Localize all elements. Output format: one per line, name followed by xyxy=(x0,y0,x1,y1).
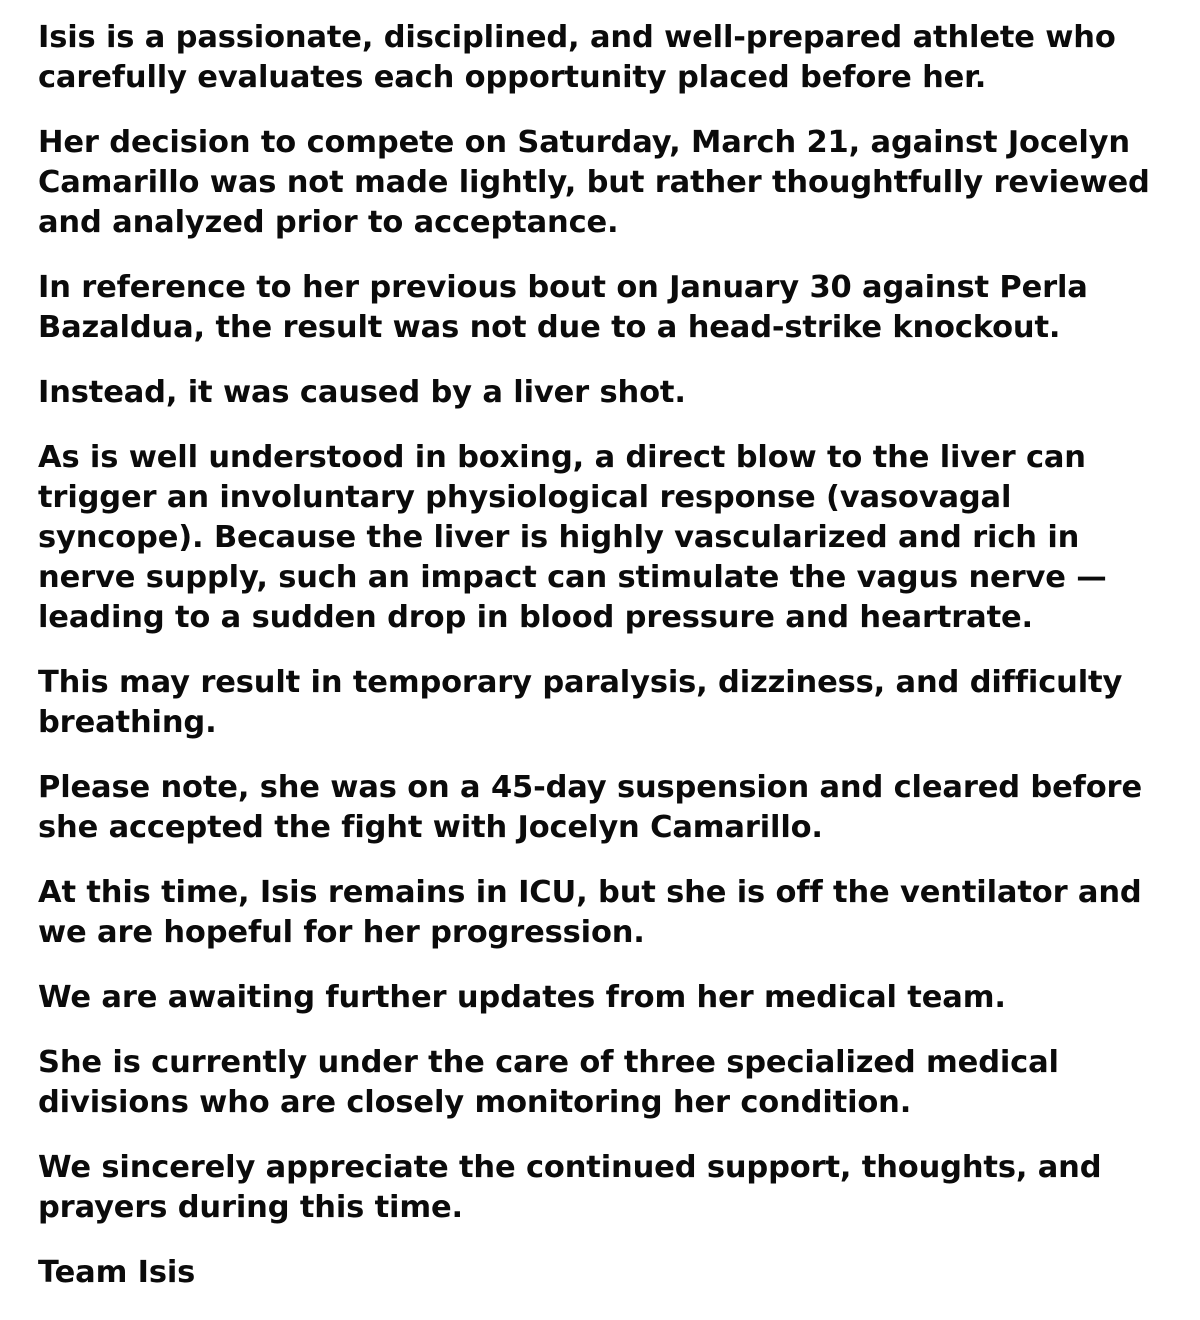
statement-paragraph-7: Please note, she was on a 45-day suspension and cleared before she accepted the fight with Jocelyn Camarillo. xyxy=(38,770,1153,845)
statement-paragraph-6: This may result in temporary paralysis, dizziness, and difficulty breathing. xyxy=(38,665,1133,740)
statement-paragraph-11: We sincerely appreciate the continued support, thoughts, and prayers during this time. xyxy=(38,1150,1112,1225)
statement-paragraph-10: She is currently under the care of three specialized medical divisions who are closely monitoring her condition. xyxy=(38,1045,1070,1120)
statement-signature: Team Isis xyxy=(38,1255,196,1290)
statement-paragraph-5: As is well understood in boxing, a direct blow to the liver can trigger an involuntary physiological response (vasovagal syncope). Because the liver is highly vascularized and rich in nerve supply, such an impact can stimulate the vagus nerve — leading to a sudden drop in blood pressure and heartrate. xyxy=(38,440,1118,635)
statement-paragraph-3: In reference to her previous bout on January 30 against Perla Bazaldua, the result was not due to a head-strike knockout. xyxy=(38,270,1099,345)
statement-paragraph-4: Instead, it was caused by a liver shot. xyxy=(38,375,686,410)
statement-paragraph-2: Her decision to compete on Saturday, March 21, against Jocelyn Camarillo was not made lightly, but rather thoughtfully reviewed and analyzed prior to acceptance. xyxy=(38,125,1161,240)
statement-paragraph-8: At this time, Isis remains in ICU, but she is off the ventilator and we are hopeful for her progression. xyxy=(38,875,1153,950)
statement-paragraph-9: We are awaiting further updates from her medical team. xyxy=(38,980,1006,1015)
statement-paragraph-1: Isis is a passionate, disciplined, and well-prepared athlete who carefully evaluates each opportunity placed before her. xyxy=(38,20,1127,95)
